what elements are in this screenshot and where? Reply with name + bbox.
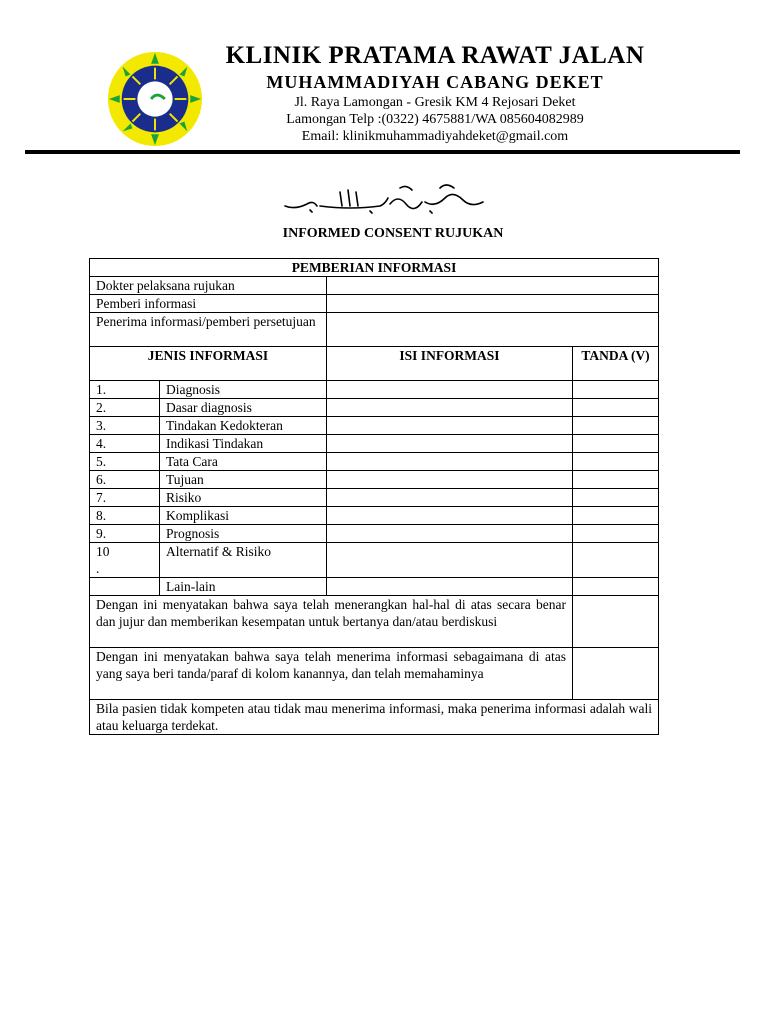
- row-label: Diagnosis: [160, 381, 327, 399]
- row-label: Risiko: [160, 489, 327, 507]
- row-number: 5.: [90, 453, 160, 471]
- row-label: Prognosis: [160, 525, 327, 543]
- row-isi-cell[interactable]: [327, 417, 573, 435]
- row-tanda-cell[interactable]: [573, 578, 659, 596]
- clinic-branch: MUHAMMADIYAH CABANG DEKET: [266, 72, 604, 92]
- row-number: 6.: [90, 471, 160, 489]
- field-label-pemberi: Pemberi informasi: [90, 295, 327, 313]
- row-label: Tujuan: [160, 471, 327, 489]
- row-number: 2.: [90, 399, 160, 417]
- row-tanda-cell[interactable]: [573, 471, 659, 489]
- row-number: 3.: [90, 417, 160, 435]
- field-label-penerima: Penerima informasi/pemberi persetujuan: [90, 313, 327, 347]
- column-header-jenis: JENIS INFORMASI: [90, 347, 327, 381]
- statement-giver: Dengan ini menyatakan bahwa saya telah menerangkan hal-hal di atas secara benar dan jujur dan memberikan kesempatan untuk bertanya dan/atau berdiskusi: [90, 596, 573, 648]
- row-isi-cell[interactable]: [327, 453, 573, 471]
- row-number: 1.: [90, 381, 160, 399]
- row-label: Tindakan Kedokteran: [160, 417, 327, 435]
- row-number: 9.: [90, 525, 160, 543]
- document-title: INFORMED CONSENT RUJUKAN: [282, 226, 504, 241]
- clinic-name: KLINIK PRATAMA RAWAT JALAN: [225, 42, 645, 69]
- signature-giver-cell[interactable]: [573, 596, 659, 648]
- row-isi-cell[interactable]: [327, 543, 573, 578]
- row-isi-cell[interactable]: [327, 381, 573, 399]
- field-label-dokter: Dokter pelaksana rujukan: [90, 277, 327, 295]
- row-isi-cell[interactable]: [327, 399, 573, 417]
- consent-form-table: [89, 258, 659, 735]
- row-isi-cell[interactable]: [327, 471, 573, 489]
- row-tanda-cell[interactable]: [573, 525, 659, 543]
- row-tanda-cell[interactable]: [573, 381, 659, 399]
- row-isi-cell[interactable]: [327, 489, 573, 507]
- row-isi-cell[interactable]: [327, 578, 573, 596]
- row-label: Dasar diagnosis: [160, 399, 327, 417]
- row-label: Lain-lain: [160, 578, 327, 596]
- column-header-tanda: TANDA (V): [573, 347, 659, 381]
- clinic-logo-icon: [106, 50, 204, 148]
- row-tanda-cell[interactable]: [573, 489, 659, 507]
- row-label: Tata Cara: [160, 453, 327, 471]
- field-value-penerima[interactable]: [327, 313, 659, 347]
- row-number: [90, 578, 160, 596]
- address-line-1: Jl. Raya Lamongan - Gresik KM 4 Rejosari Deket: [294, 95, 576, 110]
- signature-receiver-cell[interactable]: [573, 648, 659, 700]
- row-tanda-cell[interactable]: [573, 453, 659, 471]
- row-number: 8.: [90, 507, 160, 525]
- section-title: PEMBERIAN INFORMASI: [90, 259, 659, 277]
- row-tanda-cell[interactable]: [573, 417, 659, 435]
- row-label: Indikasi Tindakan: [160, 435, 327, 453]
- statement-receiver: Dengan ini menyatakan bahwa saya telah menerima informasi sebagaimana di atas yang saya beri tanda/paraf di kolom kanannya, dan telah memahaminya: [90, 648, 573, 700]
- row-number: 10 .: [90, 543, 160, 578]
- row-tanda-cell[interactable]: [573, 435, 659, 453]
- address-line-2: Lamongan Telp :(0322) 4675881/WA 085604082989: [286, 112, 584, 127]
- email-line: Email: klinikmuhammadiyahdeket@gmail.com: [301, 129, 569, 144]
- field-value-pemberi[interactable]: [327, 295, 659, 313]
- row-label: Alternatif & Risiko: [160, 543, 327, 578]
- row-isi-cell[interactable]: [327, 507, 573, 525]
- letterhead: [210, 40, 660, 145]
- header-divider: [25, 150, 740, 154]
- row-tanda-cell[interactable]: [573, 399, 659, 417]
- guardian-note: Bila pasien tidak kompeten atau tidak mau menerima informasi, maka penerima informasi adalah wali atau keluarga terdekat.: [90, 700, 659, 735]
- column-header-isi: ISI INFORMASI: [327, 347, 573, 381]
- row-tanda-cell[interactable]: [573, 543, 659, 578]
- basmalah-calligraphy-icon: [280, 180, 490, 215]
- row-isi-cell[interactable]: [327, 435, 573, 453]
- row-number: 7.: [90, 489, 160, 507]
- row-tanda-cell[interactable]: [573, 507, 659, 525]
- row-number: 4.: [90, 435, 160, 453]
- row-label: Komplikasi: [160, 507, 327, 525]
- field-value-dokter[interactable]: [327, 277, 659, 295]
- row-isi-cell[interactable]: [327, 525, 573, 543]
